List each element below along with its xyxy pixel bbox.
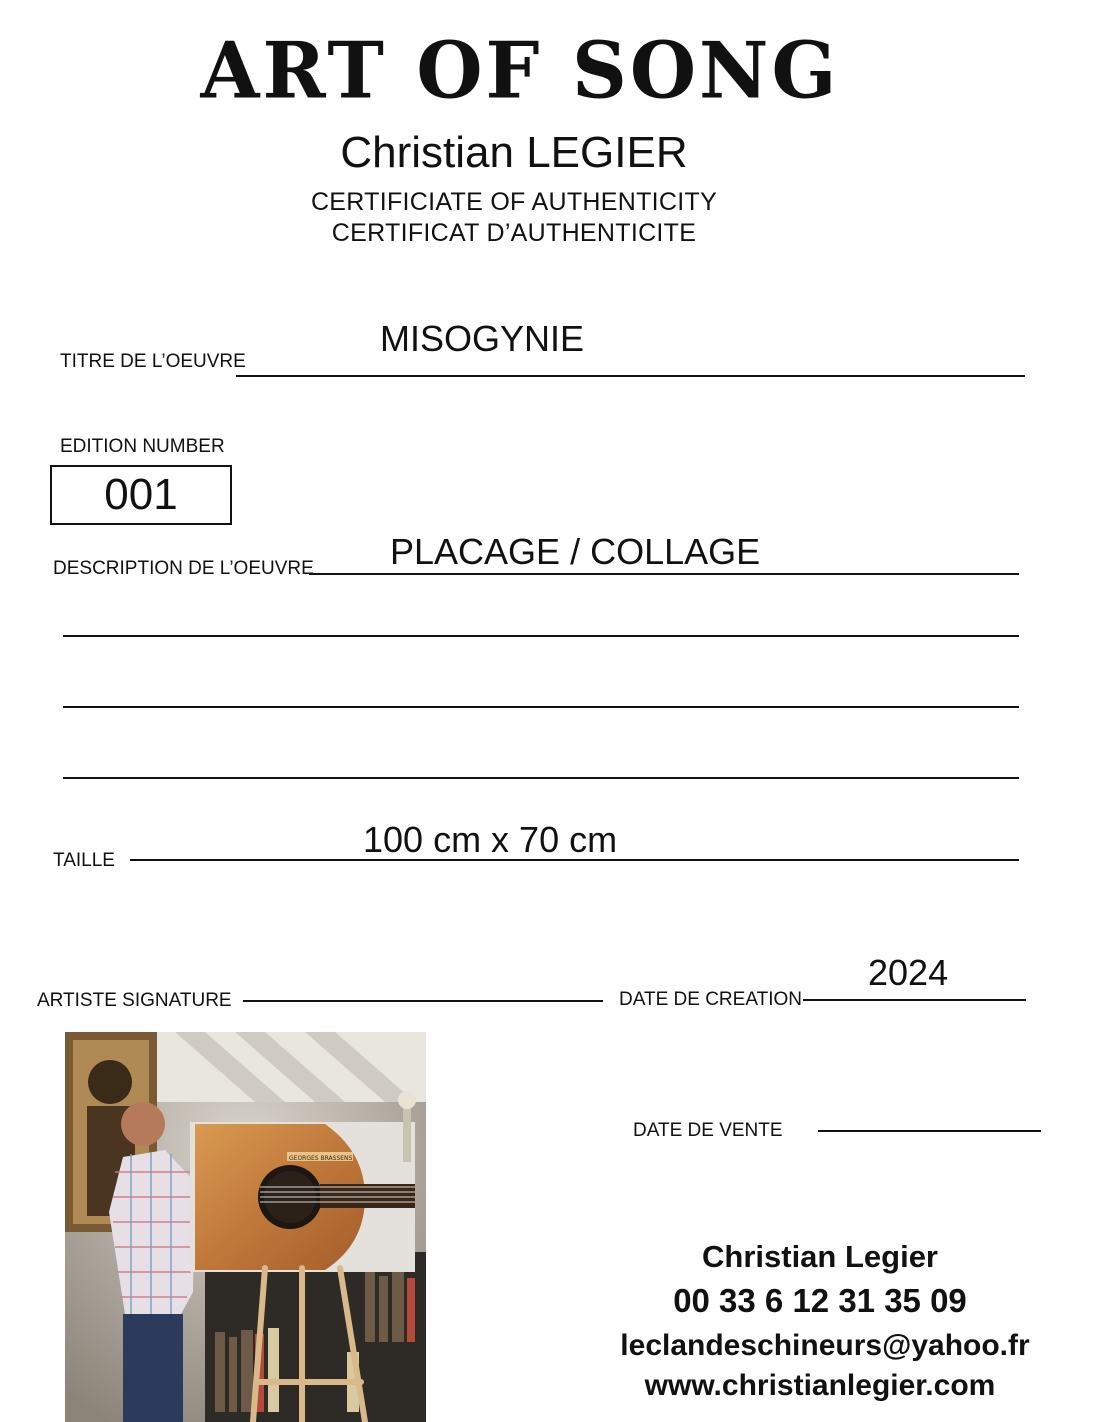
certificate-title-fr: CERTIFICAT D’AUTHENTICITE [331,219,697,247]
artist-name: Christian LEGIER [340,128,688,177]
certificate-title-en: CERTIFICIATE OF AUTHENTICITY [310,188,718,216]
title-rule [236,375,1025,377]
edition-number-box: 001 [50,465,232,525]
description-label: DESCRIPTION DE L’OEUVRE [53,558,314,579]
brand-title: ART OF SONG [200,25,840,116]
sale-date-label: DATE DE VENTE [633,1120,783,1141]
signature-label: ARTISTE SIGNATURE [37,990,232,1011]
creation-date-label: DATE DE CREATION [619,989,802,1010]
creation-date-value: 2024 [868,952,949,993]
signature-rule [243,1000,603,1002]
description-rule-4 [63,777,1019,779]
description-value: PLACAGE / COLLAGE [390,531,761,572]
contact-email[interactable]: leclandeschineurs@yahoo.fr [620,1329,1030,1362]
artist-photo [65,1032,426,1422]
edition-label: EDITION NUMBER [60,436,225,457]
size-rule [130,859,1019,861]
sale-date-rule [818,1130,1041,1132]
title-value: MISOGYNIE [380,318,585,359]
description-rule-2 [63,635,1019,637]
contact-name: Christian Legier [702,1239,938,1274]
contact-phone: 00 33 6 12 31 35 09 [673,1282,967,1319]
description-rule-1 [309,573,1019,575]
size-value: 100 cm x 70 cm [363,819,618,860]
title-label: TITRE DE L’OEUVRE [60,351,246,372]
description-rule-3 [63,706,1019,708]
guitar-label-text: GEORGES BRASSENS [289,1155,353,1162]
creation-date-rule [803,999,1026,1001]
size-label: TAILLE [53,850,115,871]
contact-website[interactable]: www.christianlegier.com [644,1369,996,1402]
